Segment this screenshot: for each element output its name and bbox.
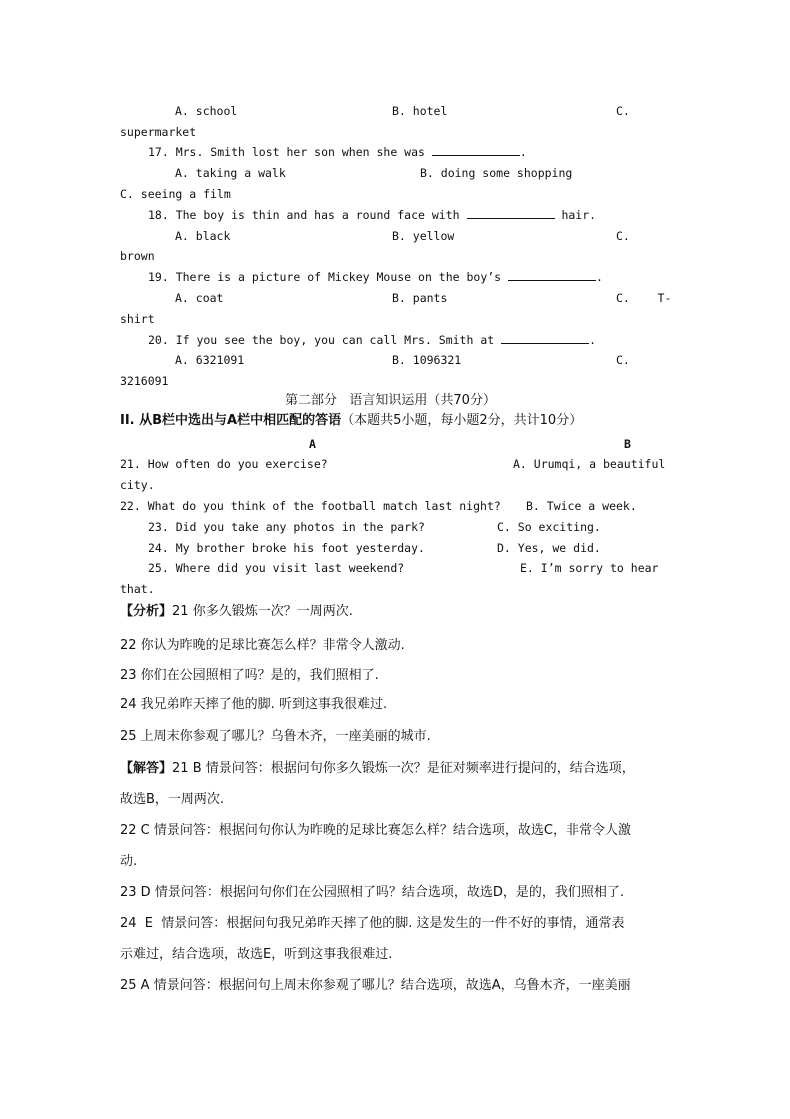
match-22-question: 22. What do you think of the football match last night? [120, 499, 501, 513]
answer-line-7: 示难过，结合选项，故选E，听到这事我很难过. [120, 947, 393, 962]
match-25-question: 25. Where did you visit last weekend? [148, 561, 405, 575]
q20-stem [148, 333, 596, 347]
match-b-answer: B. Twice a week. [526, 499, 637, 513]
answer-line-1 [120, 761, 635, 777]
answer-line-2: 故选B，一周两次. [120, 792, 225, 807]
q16-option-b: B. hotel [392, 104, 448, 118]
q18-blank [467, 208, 555, 219]
q20-stem-end: . [589, 333, 597, 347]
answer-text-1: 21 B 情景问答：根据问句你多久锻炼一次？是征对频率进行提问的，结合选项， [172, 761, 635, 776]
q16-option-a: A. school [175, 104, 238, 118]
column-a-header: A [309, 437, 316, 451]
match-23-question: 23. Did you take any photos in the park? [148, 520, 425, 534]
q19-option-a: A. coat [175, 291, 224, 305]
q19-option-c: C. T- [616, 291, 672, 305]
q20-blank [501, 333, 589, 344]
analysis-text-1: 21 你多久锻炼一次？一周两次. [172, 604, 353, 619]
q17-stem-text: 17. Mrs. Smith lost her son when she was [148, 145, 425, 159]
q18-option-a: A. black [175, 229, 231, 243]
analysis-line-3: 23 你们在公园照相了吗？是的，我们照相了. [120, 668, 379, 683]
answer-line-5: 23 D 情景问答：根据问句你们在公园照相了吗？结合选项，故选D，是的，我们照相了. [120, 885, 624, 900]
q19-stem [148, 270, 603, 284]
q18-option-c: C. [616, 229, 630, 243]
analysis-label: 【分析】 [120, 604, 173, 619]
q17-stem [148, 145, 527, 159]
answer-line-3: 22 C 情景问答：根据问句你认为昨晚的足球比赛怎么样？结合选项，故选C，非常令人激 [120, 823, 631, 838]
answer-line-4: 动. [120, 854, 138, 869]
q20-stem-text: 20. If you see the boy, you can call Mrs. Smith at [148, 333, 495, 347]
q17-option-b: B. doing some shopping [420, 166, 573, 180]
match-e-answer-wrap: that. [120, 582, 155, 596]
q20-option-b: B. 1096321 [392, 353, 462, 367]
q16-option-c: C. [616, 104, 630, 118]
q18-option-b: B. yellow [392, 229, 455, 243]
analysis-line-2: 22 你认为昨晚的足球比赛怎么样？非常令人激动. [120, 638, 405, 653]
answer-line-8: 25 A 情景问答：根据问句上周末你参观了哪儿？结合选项，故选A，乌鲁木齐，一座美丽 [120, 978, 631, 993]
analysis-line-1 [120, 604, 353, 620]
q19-blank [508, 270, 596, 281]
q18-stem-text: 18. The boy is thin and has a round face with [148, 208, 460, 222]
answer-label: 【解答】 [120, 761, 173, 776]
q20-option-c: C. [616, 353, 630, 367]
section2-heading [120, 413, 582, 429]
q19-stem-text: 19. There is a picture of Mickey Mouse on the boy’s [148, 270, 502, 284]
part2-title: 第二部分 语言知识运用（共70分） [285, 393, 496, 408]
q17-stem-end: . [519, 145, 527, 159]
analysis-line-4: 24 我兄弟昨天摔了他的脚. 听到这事我很难过. [120, 697, 388, 712]
q18-stem [148, 208, 596, 222]
q20-option-c-wrap: 3216091 [120, 374, 169, 388]
q17-option-c: C. seeing a film [120, 187, 231, 201]
match-24-question: 24. My brother broke his foot yesterday. [148, 541, 425, 555]
q19-stem-end: . [596, 270, 603, 284]
q20-option-a: A. 6321091 [175, 353, 245, 367]
match-e-answer: E. I’m sorry to hear [520, 561, 659, 575]
match-a-answer: A. Urumqi, a beautiful [513, 457, 666, 471]
section2-heading-text: II. 从B栏中选出与A栏中相匹配的答语 [120, 413, 342, 428]
column-b-header: B [624, 437, 631, 451]
section2-note: （本题共5小题，每小题2分，共计10分） [341, 413, 583, 428]
answer-line-6: 24 E 情景问答：根据问句我兄弟昨天摔了他的脚. 这是发生的一件不好的事情，通常表 [120, 916, 625, 931]
match-a-answer-wrap: city. [120, 478, 155, 492]
match-21-question: 21. How often do you exercise? [120, 457, 328, 471]
match-d-answer: D. Yes, we did. [497, 541, 601, 555]
q16-option-c-wrap: supermarket [120, 125, 197, 139]
q19-option-b: B. pants [392, 291, 448, 305]
match-c-answer: C. So exciting. [497, 520, 601, 534]
q18-option-c-wrap: brown [120, 249, 155, 263]
q19-option-c-wrap: shirt [120, 312, 155, 326]
q17-blank [432, 145, 520, 156]
analysis-line-5: 25 上周末你参观了哪儿？乌鲁木齐，一座美丽的城市. [120, 729, 431, 744]
q18-stem-end: hair. [561, 208, 597, 222]
q17-option-a: A. taking a walk [175, 166, 286, 180]
